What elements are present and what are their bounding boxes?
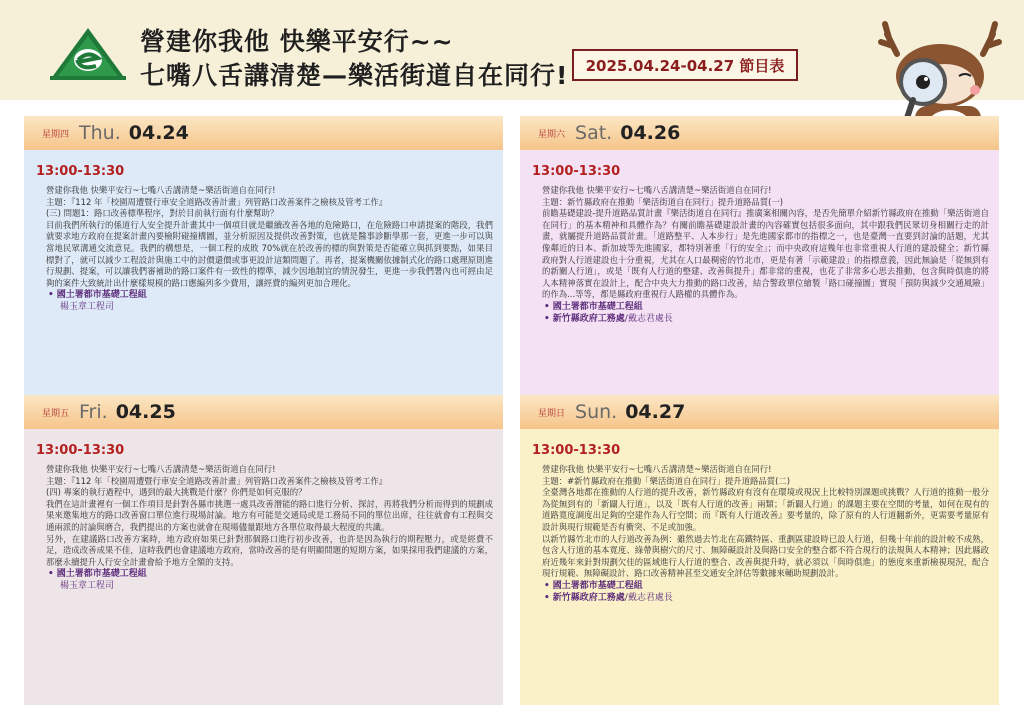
day-date: 04.27: [625, 401, 686, 423]
weekday-eng: Thu.: [79, 122, 121, 144]
guest-org-2-name: 新竹縣政府工務處: [552, 592, 625, 603]
header-band: [0, 0, 1024, 100]
day-date: 04.24: [128, 122, 189, 144]
guest-org-2: • 新竹縣政府工務處/戴志君處長: [544, 592, 673, 603]
program-body: 全臺灣各地都在推動的人行道的提升改善，新竹縣政府有沒有在環境或現況上比較特別課題或挑戰？人行道的推動一般分為從無到有的「新闢人行道」，以及「既有人行道的改善」兩類；「新闢人行道」的課題主要在空間的考量，如何在現有的道路寬度調度出足夠的空建作為人行空間；而『既有人行道改善』要考量的，除了原有的人行道翻新外，更需要考量原有設計與現行規範是否有衝突、不足或加強。: [542, 487, 989, 532]
program-name: 營建你我他 快樂平安行~七嘴八舌講清楚~樂活街道自在同行!: [46, 464, 276, 474]
guest-org-2: • 新竹縣政府工務處/戴志君處長: [544, 313, 673, 324]
program-body-2: 以新竹縣竹北市的人行道改善為例：雖然過去竹北在高鐵特區、重劃區建設時已設人行道，但幾十年前的設計較不成熟，包含人行道的基本寬度、綠帶與樹穴的尺寸、無障礙設計及與路口安全的整合都不符合現行的法規與人本精神；因此縣政府近幾年來針對規劃欠佳的區域進行人行道的整合、改善與提升時，就必須以「與時俱進」的態度來重新檢視現況，配合現行規範、無障礙設計、路口改善精神甚至交通安全評估等數據來輔助規劃設計。: [542, 533, 989, 579]
program-body: 目前我們所執行的係道行人安全提升計畫其中一個項目就是繼續改善各地的危險路口，在危險路口申請提案的階段，我們就要求地方政府在提案計畫內要檢附碰撞構圖，並分析原因及提供改善對策，也就是醫事診斷學那一套，更進一步可以與當地民眾溝通交流意見。我們的構想是，一個工程的成敗 70%就在於改善的標的與對策是否能確立與抓到要點，如果目標對了，就可以減少工程設計與施工中的討價還價或事更設計這類問題了。再者，提案機關依據制式化的路口處理原則進行規劃、提案，可以讓我們審補助的路口案件有一致性的標準，減少因地制宜的情況發生，更進一步我們署內也可經由足夠的案件大致統計出什麼樣規模的路口應編列多少費用，讓經費的編列更加合理化。: [46, 219, 493, 288]
date-range-badge: 2025.04.24-04.27 節目表: [572, 49, 798, 81]
guest-org-name: 國土署都市基礎工程組: [56, 290, 147, 301]
guest-person: 楊玉章工程司: [60, 302, 115, 313]
guest-person: /戴志君處長: [624, 592, 673, 603]
program-body-2: 另外，在建議路口改善方案時，地方政府如果已針對那個路口進行初步改善，也許是因為執行的期程壓力，或是經費不足，造成改善成果不佳，這時我們也會建議地方政府，當時改善的是有明顯問題的短期方案，如果採用我們建議的方案，那麼永續提升人行安全計畫會給予地方全額的支持。: [46, 533, 493, 567]
program-topic: 主題：『112 年「校園周遭暨行車安全道路改善計畫」列管路口改善案件之檢核及管考工作』: [46, 196, 388, 207]
guest-org: • 國土署都市基礎工程組: [48, 290, 147, 301]
day-header-sun: [520, 395, 999, 429]
day-date: 04.26: [620, 122, 681, 144]
logo-icon: [48, 26, 128, 82]
day-header-fri: [24, 395, 503, 429]
guest-org: • 國土署都市基礎工程組: [544, 580, 643, 591]
program-time: 13:00-13:30: [532, 443, 621, 458]
guest-person: /戴志君處長: [624, 313, 673, 324]
program-question: (四) 專案的執行過程中，遇到的最大挑戰是什麼？你們是如何克服的？: [46, 487, 307, 498]
day-body-sat: [520, 150, 999, 424]
program-topic: 主題：#新竹縣政府在推動「樂活街道自在同行」提升道路品質(二): [542, 475, 791, 486]
weekday-eng: Fri.: [79, 401, 108, 423]
day-panel-sat: [520, 116, 999, 424]
guest-org-name: 國土署都市基礎工程組: [552, 301, 643, 312]
program-time: 13:00-13:30: [532, 164, 621, 179]
weekday-label: 星期四: [42, 129, 70, 140]
program-body: 前瞻基礎建設-提升道路品質計畫『樂活街道自在同行』推廣案相關內容，是否先簡單介紹新竹縣政府在推動「樂活街道自在同行」的基本精神和具體作為？有關前瞻基礎建設計畫的內容確實包括很多面向，其中跟我們民眾切身相關行走的計畫，就屬提升道路品質計畫。「道路整平、人本步行」是先進國家都市的指標之一，也是臺灣一直要到討論的話題，尤其像鄰近的日本、新加坡等先進國家，都特別著重「行的安全」；而中央政府這幾年也非常重視人行道的建設健全；新竹縣政府對人行道建設也十分重視，尤其在人口最稠密的竹北市，更是有著「示範建設」的指標意義，因此無論是「從無到有的新關人行道」，或是「既有人行道的整建、改善與提升」都非常的重視，也花了非常多心思去推動，包含與時俱進的將人本精神落實在設計上，配合中央大力推動的路口改善，結合警政單位繪製「路口碰撞圖」實現「預防與減少交通風險」的作為...等等，都是縣政府重視行人路權的具體作為。: [542, 208, 989, 300]
program-name: 營建你我他 快樂平安行~七嘴八舌講清楚~樂活街道自在同行!: [542, 185, 772, 195]
guest-org: • 國土署都市基礎工程組: [48, 569, 147, 580]
day-panel-fri: [24, 395, 503, 705]
guest-org: • 國土署都市基礎工程組: [544, 301, 643, 312]
program-topic: 主題：新竹縣政府在推動「樂活街道自在同行」提升道路品質(一): [542, 196, 784, 207]
weekday-label: 星期五: [42, 408, 70, 419]
day-header-thu: [24, 116, 503, 150]
weekday-eng: Sun.: [575, 401, 618, 423]
program-question: (三) 問題1：路口改善標準程序，對於目前執行面有什麼幫助？: [46, 208, 279, 219]
program-name: 營建你我他 快樂平安行~七嘴八舌講清楚~樂活街道自在同行!: [542, 464, 772, 474]
program-time: 13:00-13:30: [36, 443, 125, 458]
day-header-sat: [520, 116, 999, 150]
day-panel-thu: [24, 116, 503, 426]
guest-person: 楊玉章工程司: [60, 581, 115, 592]
page-title-line1: 營建你我他 快樂平安行~~: [140, 27, 454, 56]
weekday-label: 星期六: [538, 129, 566, 140]
program-time: 13:00-13:30: [36, 164, 125, 179]
day-date: 04.25: [115, 401, 176, 423]
guest-org-name: 國土署都市基礎工程組: [552, 580, 643, 591]
program-topic: 主題：『112 年「校園周遭暨行車安全道路改善計畫」列管路口改善案件之檢核及管考工作』: [46, 475, 388, 486]
day-body-thu: [24, 150, 503, 426]
guest-org-2-name: 新竹縣政府工務處: [552, 313, 625, 324]
weekday-label: 星期日: [538, 408, 566, 419]
day-body-fri: [24, 429, 503, 705]
program-name: 營建你我他 快樂平安行~七嘴八舌講清楚~樂活街道自在同行!: [46, 185, 276, 195]
day-body-sun: [520, 429, 999, 705]
guest-org-name: 國土署都市基礎工程組: [56, 569, 147, 580]
day-panel-sun: [520, 395, 999, 705]
weekday-eng: Sat.: [575, 122, 613, 144]
page-title-line2: 七嘴八舌講清楚—樂活街道自在同行!: [140, 61, 569, 90]
program-body: 我們在這計畫裡有一個工作項目是針對各縣市挑選一處具改善潛能的路口進行分析、探討，再將我們分析而得到的規劃成果來邀集地方的路口改善窗口單位進行現場討論。地方有可能是交通局或是工務局不同的單位出席，往往就會有工程與交通兩派的討論與磨合，我們提出的方案也就會在現場儘量跟地方各單位取得最大程度的共識。: [46, 498, 493, 532]
